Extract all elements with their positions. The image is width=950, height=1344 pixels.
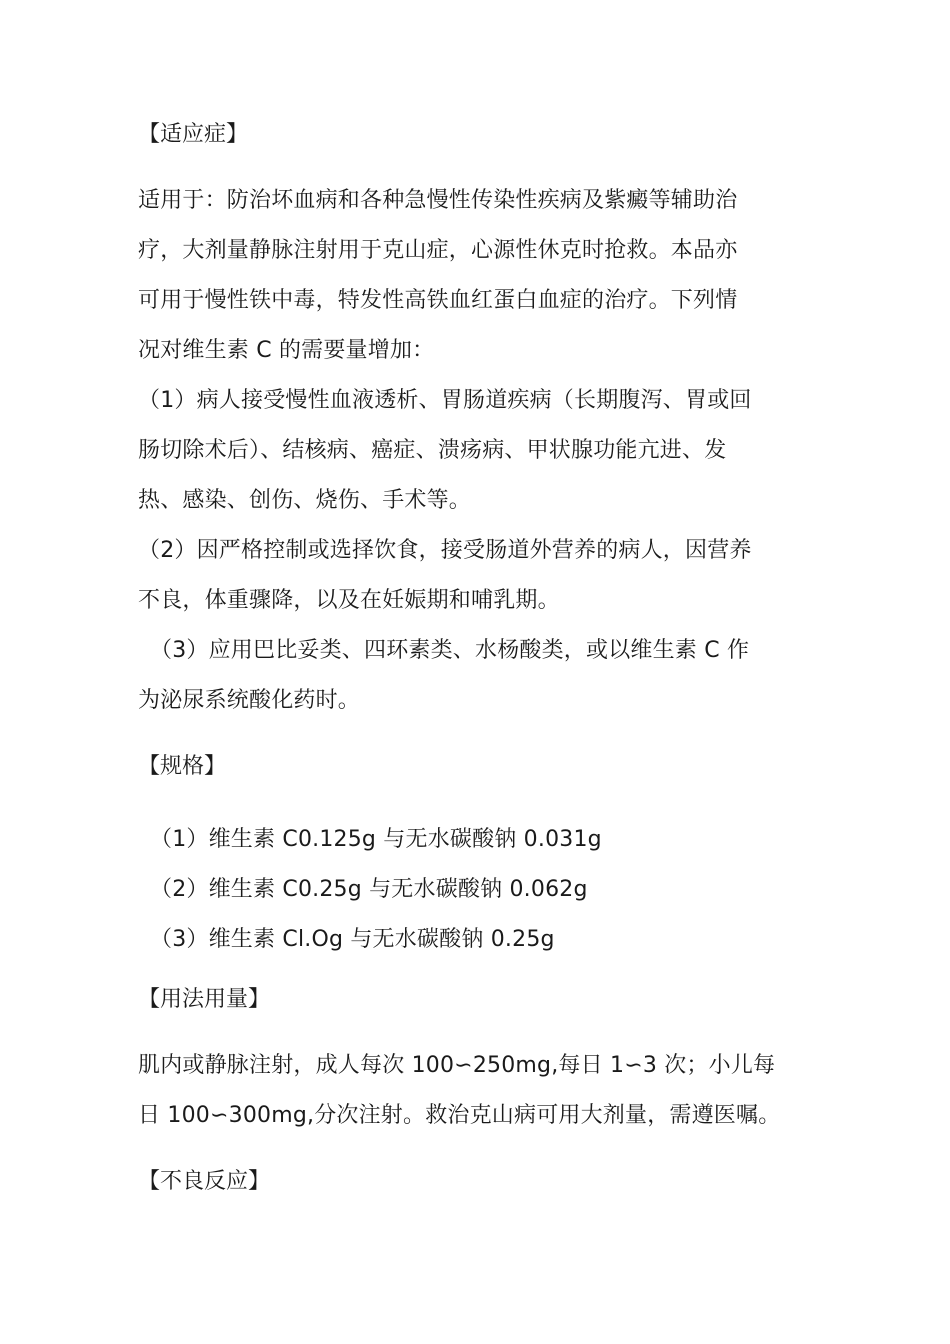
indications-heading: 【适应症】 [138, 122, 249, 147]
indications-line: 热、感染、创伤、烧伤、手术等。 [138, 488, 472, 513]
adverse-reactions-heading: 【不良反应】 [138, 1169, 271, 1194]
indications-line: （1）病人接受慢性血液透析、胃肠道疾病（长期腹泻、胃或回 [138, 388, 752, 413]
indications-line: 况对维生素 C 的需要量增加： [138, 338, 435, 363]
indications-line: （3）应用巴比妥类、四环素类、水杨酸类，或以维生素 C 作 [150, 638, 750, 663]
indications-line: 不良，体重骤降，以及在妊娠期和哺乳期。 [138, 588, 560, 613]
indications-line: 疗，大剂量静脉注射用于克山症，心源性休克时抢救。本品亦 [138, 238, 738, 263]
dosage-line: 肌内或静脉注射，成人每次 100∽250mg,每日 1∽3 次；小儿每 [138, 1053, 776, 1078]
dosage-heading: 【用法用量】 [138, 987, 271, 1012]
specification-item: （1）维生素 C0.125g 与无水碳酸钠 0.031g [150, 827, 602, 852]
specification-item: （2）维生素 C0.25g 与无水碳酸钠 0.062g [150, 877, 588, 902]
indications-line: 可用于慢性铁中毒，特发性高铁血红蛋白血症的治疗。下列情 [138, 288, 738, 313]
specifications-heading: 【规格】 [138, 754, 227, 779]
indications-line: 适用于：防治坏血病和各种急慢性传染性疾病及紫癜等辅助治 [138, 188, 738, 213]
indications-line: （2）因严格控制或选择饮食，接受肠道外营养的病人，因营养 [138, 538, 752, 563]
indications-line: 为泌尿系统酸化药时。 [138, 688, 361, 713]
specification-item: （3）维生素 Cl.Og 与无水碳酸钠 0.25g [150, 927, 555, 952]
dosage-line: 日 100∽300mg,分次注射。救治克山病可用大剂量，需遵医嘱。 [138, 1103, 781, 1128]
indications-line: 肠切除术后）、结核病、癌症、溃疡病、甲状腺功能亢进、发 [138, 438, 727, 463]
